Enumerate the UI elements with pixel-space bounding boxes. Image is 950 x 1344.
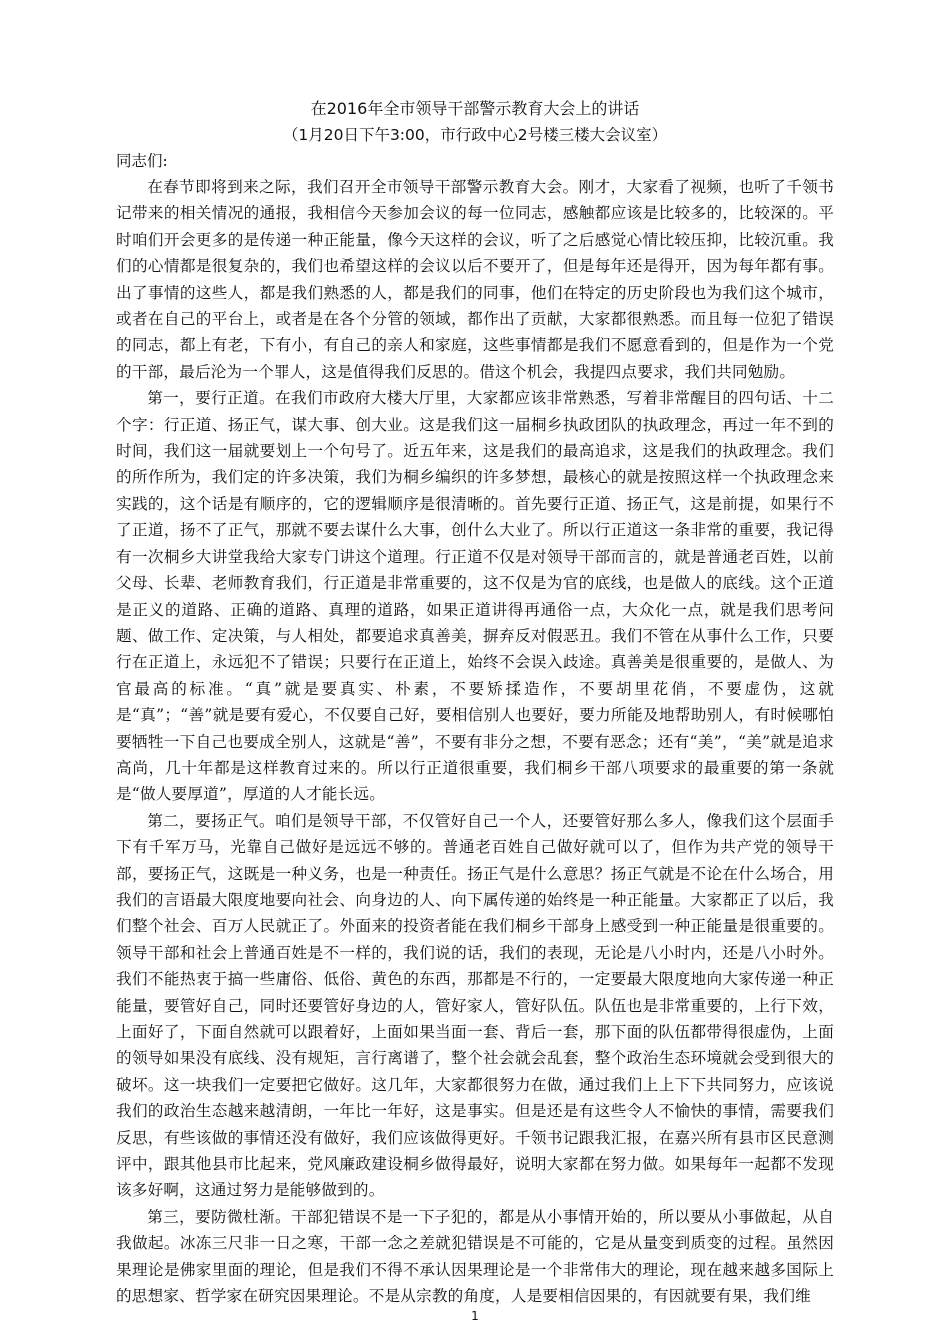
paragraph-second-point: 第二，要扬正气。咱们是领导干部，不仅管好自己一个人，还要管好那么多人，像我们这个层面手下有千军万马，光靠自己做好是远远不够的。普通老百姓自己做好就可以了，但作为共产党的领导干部，要扬正气，这既是一种义务，也是一种责任。扬正气是什么意思？扬正气就是不论在什么场合，用我们的言语最大限度地要向社会、向身边的人、向下属传递的始终是一种正能量。大家都正了以后，我们整个社会、百万人民就正了。外面来的投资者能在我们桐乡干部身上感受到一种正能量是很重要的。领导干部和社会上普通百姓是不一样的，我们说的话，我们的表现，无论是八小时内，还是八小时外。我们不能热衷于搞一些庸俗、低俗、黄色的东西，那都是不行的，一定要最大限度地向大家传递一种正能量，要管好自己，同时还要管好身边的人，管好家人，管好队伍。队伍也是非常重要的，上行下效，上面好了，下面自然就可以跟着好，上面如果当面一套、背后一套，那下面的队伍都带得很虚伪，上面的领导如果没有底线、没有规矩，言行离谱了，整个社会就会乱套，整个政治生态环境就会受到很大的破坏。这一块我们一定要把它做好。这几年，大家都很努力在做，通过我们上上下下共同努力，应该说我们的政治生态越来越清朗，一年比一年好，这是事实。但是还是有这些令人不愉快的事情，需要我们反思，有些该做的事情还没有做好，我们应该做得更好。千领书记跟我汇报，在嘉兴所有县市区民意测评中，跟其他县市比起来，党风廉政建设桐乡做得最好，说明大家都在努力做。如果每年一起都不发现该多好啊，这通过努力是能够做到的。 <box>116 811 834 1200</box>
paragraph-first-point: 第一，要行正道。在我们市政府大楼大厅里，大家都应该非常熟悉，写着非常醒目的四句话、十二个字：行正道、扬正气，谋大事、创大业。这是我们这一届桐乡执政团队的执政理念，再过一年不到的时间，我们这一届就要划上一个句号了。近五年来，这是我们的最高追求，这是我们的执政理念。我们的所作所为，我们定的许多决策，我们为桐乡编织的许多梦想，最核心的就是按照这样一个执政理念来实践的，这个话是有顺序的，它的逻辑顺序是很清晰的。首先要行正道、扬正气，这是前提，如果行不了正道，扬不了正气，那就不要去谋什么大事，创什么大业了。所以行正道这一条非常的重要，我记得有一次桐乡大讲堂我给大家专门讲这个道理。行正道不仅是对领导干部而言的，就是普通老百姓，以前父母、长辈、老师教育我们，行正道是非常重要的，这不仅是为官的底线，也是做人的底线。这个正道是正义的道路、正确的道路、真理的道路，如果正道讲得再通俗一点，大众化一点，就是我们思考问题、做工作、定决策，与人相处，都要追求真善美，摒弃反对假恶丑。我们不管在从事什么工作，只要行在正道上，永远犯不了错误；只要行在正道上，始终不会误入歧途。真善美是很重要的，是做人、为官最高的标准。“真”就是要真实、朴素，不要矫揉造作，不要胡里花俏，不要虚伪，这就是“真”；“善”就是要有爱心，不仅要自己好，要相信别人也要好，要力所能及地帮助别人，有时候哪怕要牺牲一下自己也要成全别人，这就是“善”，不要有非分之想，不要有恶念；还有“美”，“美”就是追求高尚，几十年都是这样教育过来的。所以行正道很重要，我们桐乡干部八项要求的最重要的第一条就是“做人要厚道”，厚道的人才能长远。 <box>116 389 834 804</box>
document-title: 在2016年全市领导干部警示教育大会上的讲话 <box>310 99 640 118</box>
paragraph-intro: 在春节即将到来之际，我们召开全市领导干部警示教育大会。刚才，大家看了视频，也听了千领书记带来的相关情况的通报，我相信今天参加会议的每一位同志，感触都应该是比较多的，比较深的。平时咱们开会更多的是传递一种正能量，像今天这样的会议，听了之后感觉心情比较压抑，比较沉重。我们的心情都是很复杂的，我们也希望这样的会议以后不要开了，但是每年还是得开，因为每年都有事。出了事情的这些人，都是我们熟悉的人，都是我们的同事，他们在特定的历史阶段也为我们这个城市，或者在自己的平台上，或者是在各个分管的领域，都作出了贡献，大家都很熟悉。而且每一位犯了错误的同志，都上有老，下有小，有自己的亲人和家庭，这些事情都是我们不愿意看到的，但是作为一个党的干部，最后沦为一个罪人，这是值得我们反思的。借这个机会，我提四点要求，我们共同勉励。 <box>116 178 834 381</box>
document-subtitle: （1月20日下午3:00，市行政中心2号楼三楼大会议室） <box>282 126 668 144</box>
page-number: 1 <box>471 1309 479 1323</box>
salutation: 同志们: <box>116 152 168 170</box>
paragraph-third-point: 第三，要防微杜渐。干部犯错误不是一下子犯的，都是从小事情开始的，所以要从小事做起，从自我做起。冰冻三尺非一日之寒，干部一念之差就犯错误是不可能的，它是从量变到质变的过程。虽然因果理论是佛家里面的理论，但是我们不得不承认因果理论是一个非常伟大的理论，现在越来越多国际上的思想家、哲学家在研究因果理论。不是从宗教的角度，人是要相信因果的，有因就要有果，我们维 <box>116 1207 834 1306</box>
